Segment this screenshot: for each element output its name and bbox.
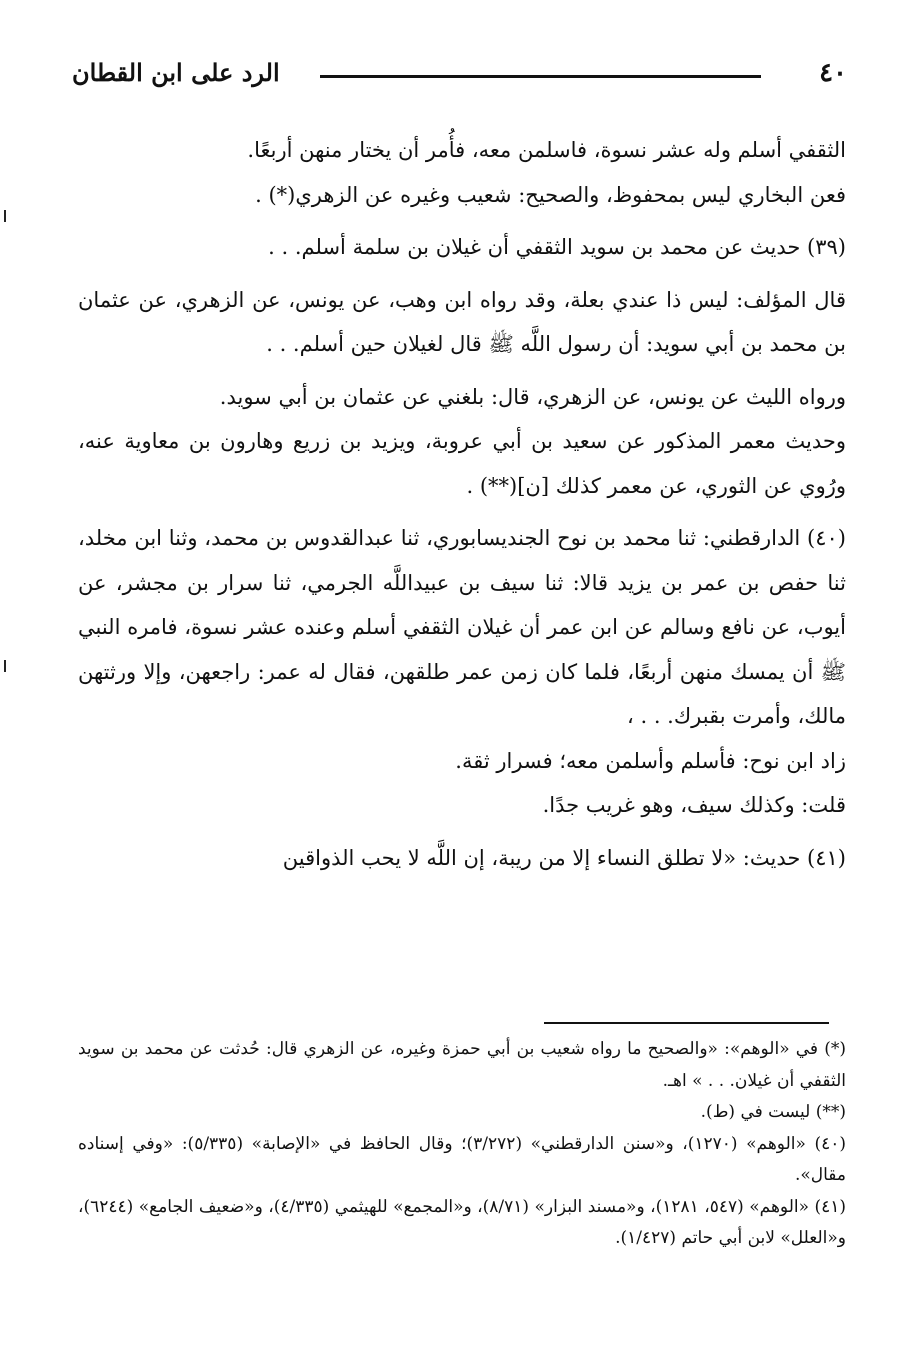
page-header <box>72 58 847 98</box>
hadith-39: (٣٩) حديث عن محمد بن سويد الثقفي أن غيلان بن سلمة أسلم. . . <box>268 235 846 259</box>
scan-edge-mark <box>4 210 6 222</box>
paragraph: وحديث معمر المذكور عن سعيد بن أبي عروبة، ويزيد بن زريع وهارون بن معاوية عنه، ورُوي عن الثوري، عن معمر كذلك [ن](**) . <box>78 429 846 498</box>
footnote: (٤٠) «الوهم» (١٢٧٠)، و«سنن الدارقطني» (٣/٢٧٢)؛ وقال الحافظ في «الإصابة» (٥/٣٣٥): «وفي إسناده مقال». <box>78 1133 847 1185</box>
footnote-rule <box>544 1022 829 1024</box>
paragraph: ورواه الليث عن يونس، عن الزهري، قال: بلغني عن عثمان بن أبي سويد. <box>219 384 846 409</box>
header-rule <box>320 75 761 78</box>
hadith-40: (٤٠) الدارقطني: ثنا محمد بن نوح الجنديسابوري، ثنا عبدالقدوس بن محمد، وثنا ابن مخلد، ثنا حفص بن عمر بن يزيد قالا: ثنا سيف بن عبيداللَّه الجرمي، ثنا سرار بن مجشر، عن أيوب، عن نافع وسالم عن ابن عمر أن غيلان الثقفي أسلم وعنده عشر نسوة، فامره النبي ﷺ أن يمسك منهن أربعًا، فلما كان زمن عمر طلقهن، فقال له عمر: راجعهن، وإلا ورثتهن مالك، وأمرت بقبرك. . . ، <box>78 526 846 728</box>
main-text <box>78 128 846 880</box>
scan-edge-mark <box>4 660 6 672</box>
footnote: (**) ليست في (ط). <box>700 1102 846 1122</box>
hadith-41: (٤١) حديث: «لا تطلق النساء إلا من ريبة، إن اللَّه لا يحب الذواقين <box>282 845 846 870</box>
footnotes <box>78 1034 846 1255</box>
footnote: (٤١) «الوهم» (٥٤٧، ١٢٨١)، و«مسند البزار» (٨/٧١)، و«المجمع» للهيثمي (٤/٣٣٥)، و«ضعيف الجامع» (٦٢٤٤)، و«العلل» لابن أبي حاتم (١/٤٢٧). <box>78 1196 846 1248</box>
running-title: الرد على ابن القطان <box>72 58 280 87</box>
paragraph: فعن البخاري ليس بمحفوظ، والصحيح: شعيب وغيره عن الزهري(*) . <box>255 182 846 207</box>
page-number: ٤٠ <box>819 58 847 88</box>
paragraph: قال المؤلف: ليس ذا عندي بعلة، وقد رواه ابن وهب، عن يونس، عن الزهري، عن عثمان بن محمد بن أبي سويد: أن رسول اللَّه ﷺ قال لغيلان حين أسلم. . . <box>78 287 846 356</box>
footnote: (*) في «الوهم»: «والصحيح ما رواه شعيب بن أبي حمزة وغيره، عن الزهري قال: حُدثت عن محمد بن سويد الثقفي أن غيلان. . . » اهـ. <box>78 1039 846 1091</box>
paragraph: زاد ابن نوح: فأسلم وأسلمن معه؛ فسرار ثقة. <box>455 748 846 773</box>
paragraph: قلت: وكذلك سيف، وهو غريب جدًا. <box>542 793 846 817</box>
paragraph: الثقفي أسلم وله عشر نسوة، فاسلمن معه، فأُمر أن يختار منهن أربعًا. <box>247 138 846 162</box>
